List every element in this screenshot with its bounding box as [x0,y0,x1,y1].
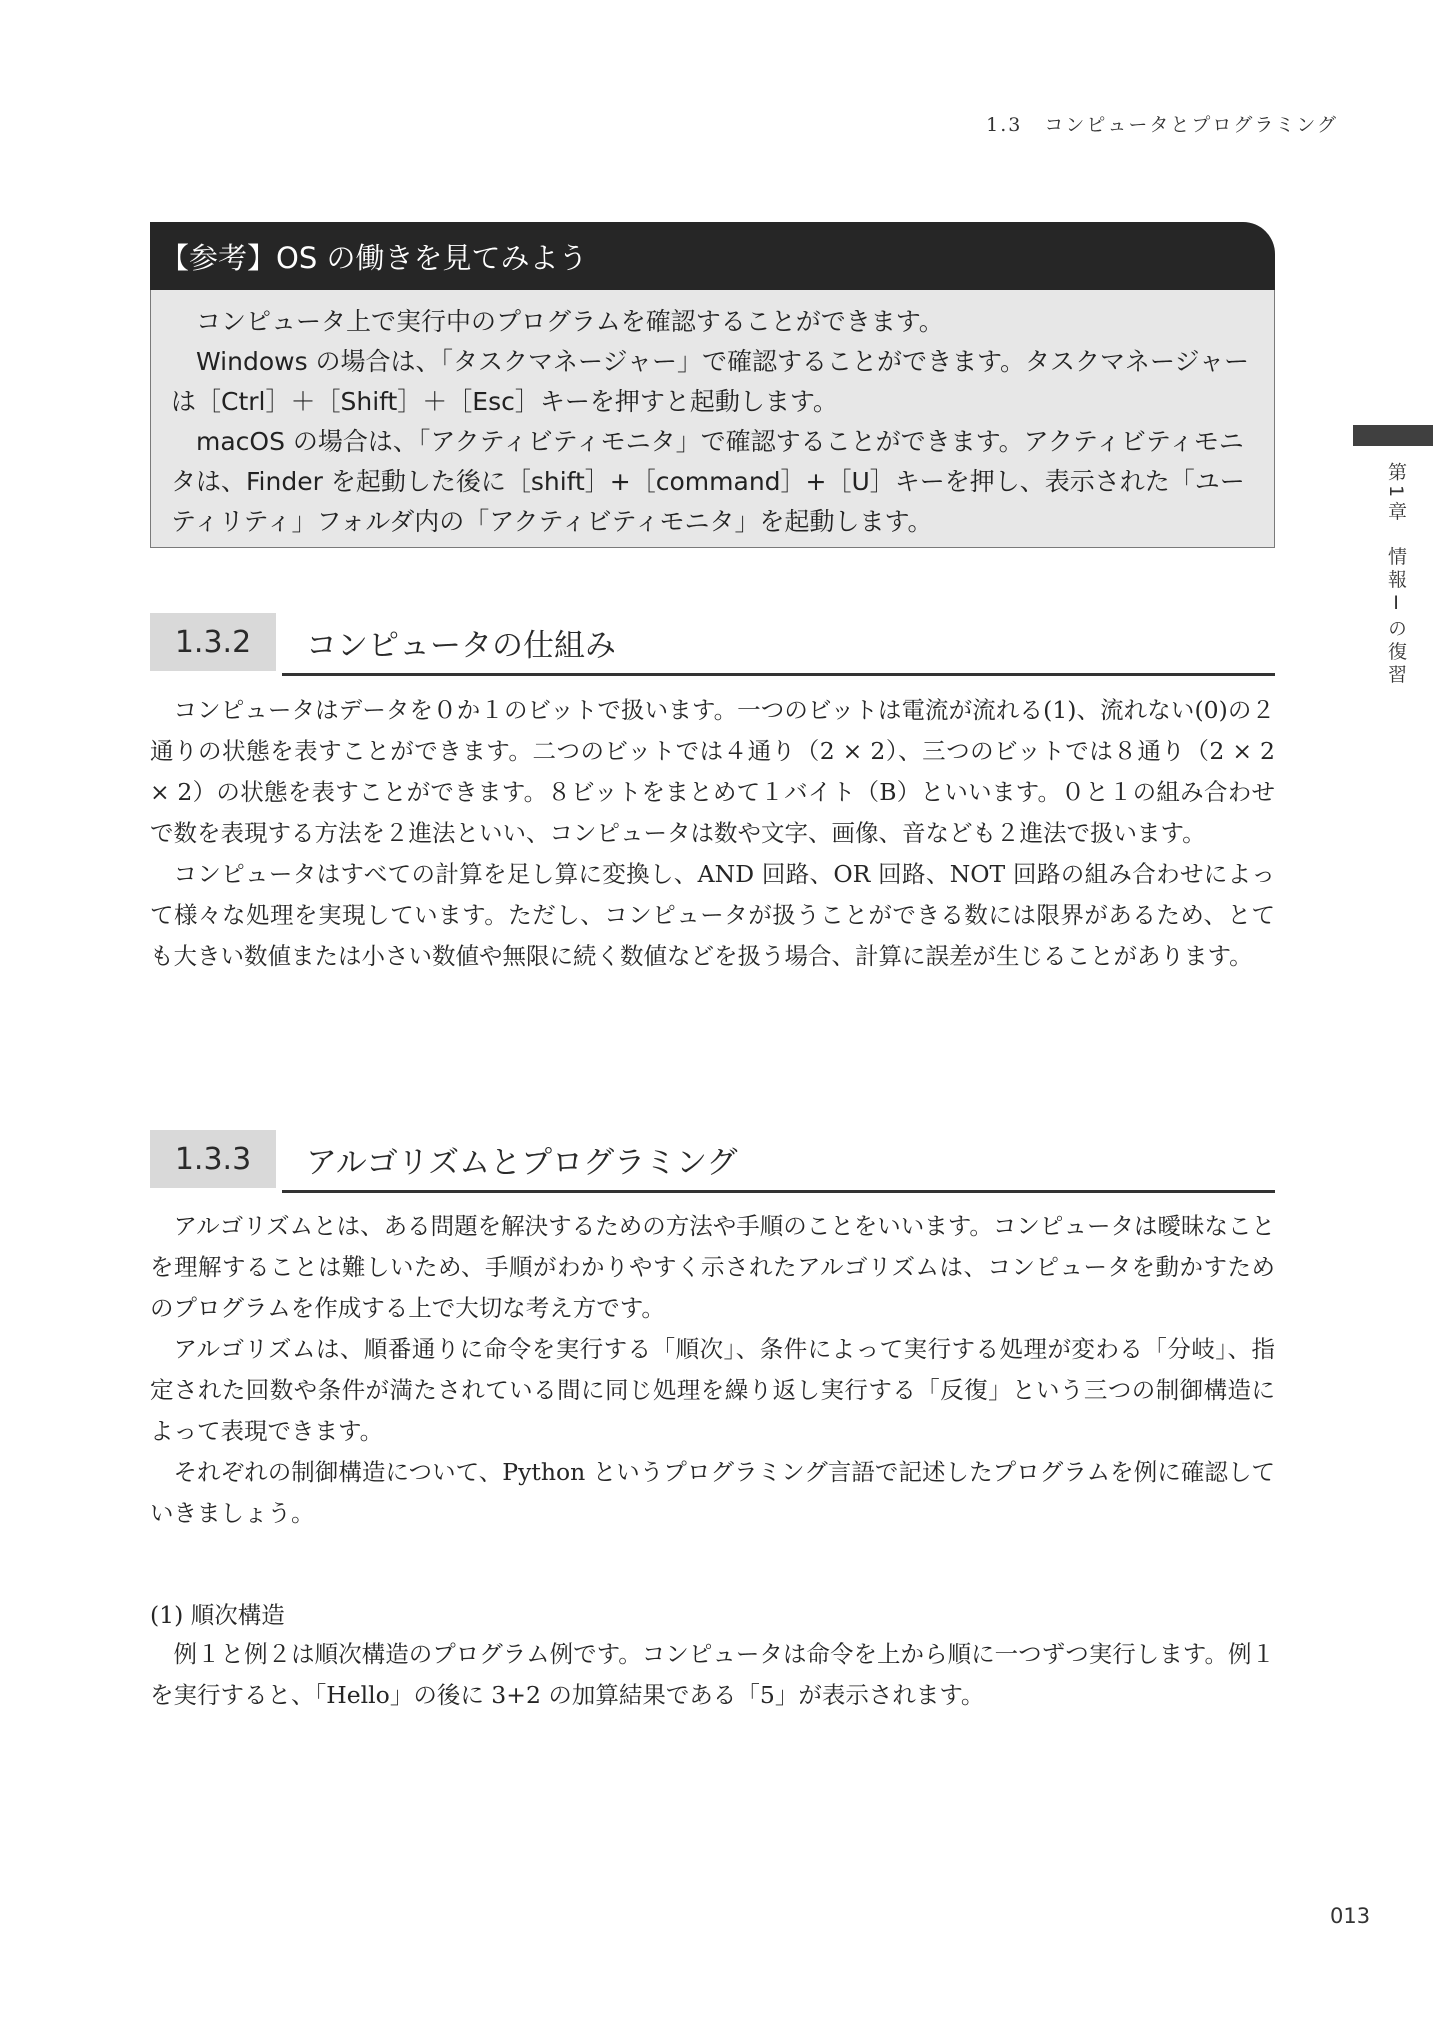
body-paragraph: コンピュータはすべての計算を足し算に変換し、AND 回路、OR 回路、NOT 回路の組み合わせによって様々な処理を実現しています。ただし、コンピュータが扱うことができる数には限界があるため、とても大きい数値または小さい数値や無限に続く数値などを扱う場合、計算に誤差が生じることがあります。 [150,860,1275,970]
running-head-title: コンピュータとプログラミング [1044,114,1338,136]
section-number: 1.3.3 [150,1130,276,1188]
chapter-tab-bar [1353,425,1433,446]
section-underline [282,1190,1275,1193]
reference-paragraph: コンピュータ上で実行中のプログラムを確認することができます。 [196,307,944,336]
section-number: 1.3.2 [150,613,276,671]
body-paragraph: アルゴリズムとは、ある問題を解決するための方法や手順のことをいいます。コンピュータは曖昧なことを理解することは難しいため、手順がわかりやすく示されたアルゴリズムは、コンピュータを動かすためのプログラムを作成する上で大切な考え方です。 [150,1212,1275,1322]
section-1-3-2-body [150,690,1275,977]
chapter-tab-label [1380,462,1410,687]
subsection-heading: (1) 順次構造 [150,1601,285,1629]
page-number: 013 [1330,1904,1371,1928]
chapter-tab-chapter: 第1章 [1385,462,1407,525]
reference-paragraph: macOS の場合は、「アクティビティモニタ」で確認することができます。アクティビティモニタは、Finder を起動した後に［shift］+［command］+［U］キーを押し、表示された「ユーティリティ」フォルダ内の「アクティビティモニタ」を起動します。 [171,427,1245,536]
reference-box-title: 【参考】OS の働きを見てみよう [150,222,1275,290]
reference-box [150,222,1275,548]
body-paragraph: コンピュータはデータを０か１のビットで扱います。一つのビットは電流が流れる(1)、流れない(0)の２通りの状態を表すことができます。二つのビットでは４通り（2 × 2）、三つのビットでは８通り（2 × 2 × 2）の状態を表すことができます。８ビットをまとめて１バイト（B）といいます。０と１の組み合わせで数を表現する方法を２進法といい、コンピュータは数や文字、画像、音なども２進法で扱います。 [150,696,1275,847]
body-paragraph: 例１と例２は順次構造のプログラム例です。コンピュータは命令を上から順に一つずつ実行します。例１を実行すると、「Hello」の後に 3+2 の加算結果である「5」が表示されます。 [150,1640,1275,1709]
section-underline [282,673,1275,676]
section-title: アルゴリズムとプログラミング [306,1144,738,1181]
section-1-3-3-body [150,1206,1275,1534]
running-head-section-number: 1.3 [986,114,1023,136]
chapter-tab-title: 情報Ⅰの復習 [1385,546,1407,688]
section-heading-1-3-2 [150,613,1275,671]
running-head [986,110,1338,137]
reference-box-body [150,290,1275,548]
section-heading-1-3-3 [150,1130,1275,1188]
body-paragraph: アルゴリズムは、順番通りに命令を実行する「順次」、条件によって実行する処理が変わる「分岐」、指定された回数や条件が満たされている間に同じ処理を繰り返し実行する「反復」という三つの制御構造によって表現できます。 [150,1335,1275,1445]
reference-paragraph: Windows の場合は、「タスクマネージャー」で確認することができます。タスクマネージャーは［Ctrl］＋［Shift］＋［Esc］キーを押すと起動します。 [171,347,1250,416]
body-paragraph: それぞれの制御構造について、Python というプログラミング言語で記述したプログラムを例に確認していきましょう。 [150,1458,1275,1527]
subsection-body [150,1634,1275,1716]
section-title: コンピュータの仕組み [306,627,616,664]
